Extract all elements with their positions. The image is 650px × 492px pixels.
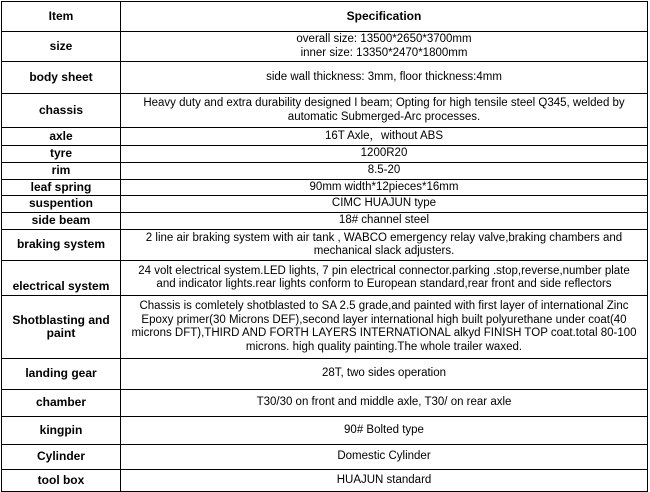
- item-cell: [2, 128, 121, 146]
- specification-line: 8.5-20: [367, 164, 401, 177]
- header-item: Item: [2, 2, 121, 32]
- table-row: [2, 445, 648, 470]
- specification-cell: [121, 128, 648, 146]
- item-cell: [2, 180, 121, 196]
- table-header-row: [2, 2, 648, 32]
- item-cell: [2, 32, 121, 62]
- specification-line: overall size: 13500*2650*3700mm: [296, 33, 472, 45]
- specification-cell: [121, 32, 648, 62]
- table-row: [2, 32, 648, 62]
- table-row: [2, 296, 648, 359]
- table-row: [2, 213, 648, 230]
- specification-table: [1, 1, 648, 492]
- item-label: chamber: [35, 395, 87, 410]
- item-cell: [2, 417, 121, 445]
- specification-cell: [121, 146, 648, 163]
- table-row: [2, 261, 648, 296]
- table-row: [2, 196, 648, 213]
- table-row: [2, 180, 648, 196]
- specification-line: mechanical slack adjusters.: [313, 245, 455, 257]
- specification-cell: [121, 359, 648, 390]
- specification-cell: [121, 296, 648, 359]
- specification-line: Heavy duty and extra durability designed I beam; Opting for high tensile steel Q345, welded by: [143, 97, 625, 109]
- item-label: kingpin: [39, 422, 83, 437]
- item-label: chassis: [38, 102, 84, 117]
- item-cell: [2, 213, 121, 230]
- table-row: [2, 417, 648, 445]
- item-cell: [2, 296, 121, 359]
- item-label: paint: [46, 326, 76, 340]
- item-cell: [2, 62, 121, 94]
- specification-cell: [121, 196, 648, 213]
- item-cell: [2, 445, 121, 470]
- table-row: [2, 470, 648, 492]
- specification-line: 18# channel steel: [338, 214, 430, 227]
- item-label: axle: [49, 128, 73, 143]
- specification-line: and indicator lights.rear lights conform to European standard,rear front and side reflectors: [156, 278, 612, 290]
- item-cell: [2, 163, 121, 180]
- specification-line: Chassis is comletely shotblasted to SA 2.5 grade,and painted with first layer of international Zinc: [139, 300, 629, 312]
- item-label: tool box: [37, 472, 85, 487]
- item-label: landing gear: [25, 366, 97, 381]
- item-label: side beam: [31, 213, 91, 228]
- table-row: [2, 230, 648, 261]
- item-cell: [2, 94, 121, 128]
- specification-line: Domestic Cylinder: [337, 450, 431, 463]
- header-specification: Specification: [121, 2, 648, 32]
- specification-line: microns DFT),THIRD AND FORTH LAYERS INTERNATIONAL alkyd FINISH TOP coat.total 80-100: [131, 327, 637, 339]
- item-cell: [2, 230, 121, 261]
- specification-cell: [121, 445, 648, 470]
- specification-line: T30/30 on front and middle axle, T30/ on rear axle: [256, 396, 512, 409]
- table-row: [2, 128, 648, 146]
- specification-cell: [121, 230, 648, 261]
- specification-line: 90# Bolted type: [344, 423, 424, 436]
- specification-line: CIMC HUAJUN type: [331, 197, 437, 210]
- specification-cell: [121, 470, 648, 492]
- specification-line: 2 line air braking system with air tank , WABCO emergency relay valve,braking chambers and: [145, 231, 623, 244]
- item-label: Cylinder: [36, 449, 85, 464]
- item-cell: [2, 146, 121, 163]
- specification-line: inner size: 13350*2470*1800mm: [300, 46, 468, 59]
- item-label: rim: [51, 163, 71, 178]
- specification-line: automatic Submerged-Arc processes.: [287, 110, 481, 123]
- specification-cell: [121, 390, 648, 417]
- table-row: [2, 163, 648, 180]
- item-label: suspention: [28, 196, 93, 211]
- table-row: [2, 62, 648, 94]
- specification-cell: [121, 62, 648, 94]
- item-cell: [2, 470, 121, 492]
- table-row: [2, 359, 648, 390]
- specification-line: 24 volt electrical system.LED lights, 7 pin electrical connector.parking .stop,reverse,number plate: [138, 264, 630, 277]
- specification-cell: [121, 94, 648, 128]
- table-row: [2, 390, 648, 417]
- item-cell: [2, 390, 121, 417]
- item-label: leaf spring: [30, 179, 92, 194]
- specification-line: 90mm width*12pieces*16mm: [309, 180, 459, 193]
- specification-line: HUAJUN standard: [336, 473, 432, 486]
- specification-cell: [121, 163, 648, 180]
- specification-line: Epoxy primer(30 Microns DEF),second layer international high built polyurethane under coat(40: [141, 313, 627, 326]
- item-label: size: [49, 38, 73, 53]
- item-label: braking system: [16, 237, 106, 252]
- item-label: body sheet: [29, 69, 93, 84]
- specification-cell: [121, 417, 648, 445]
- specification-line: 28T, two sides operation: [321, 367, 447, 380]
- table-row: [2, 94, 648, 128]
- specification-line: 1200R20: [360, 147, 408, 160]
- item-cell: [2, 196, 121, 213]
- specification-cell: [121, 180, 648, 196]
- item-label: electrical system: [12, 278, 110, 293]
- item-label: Shotblasting and: [12, 312, 110, 327]
- item-cell: [2, 359, 121, 390]
- specification-cell: [121, 261, 648, 296]
- specification-cell: [121, 213, 648, 230]
- table-row: [2, 146, 648, 163]
- item-cell: [2, 261, 121, 296]
- specification-line: side wall thickness: 3mm, floor thickness:4mm: [266, 70, 502, 83]
- item-label: tyre: [49, 146, 72, 161]
- specification-line: 16T Axle，without ABS: [324, 129, 444, 142]
- specification-line: microns. high quality painting.The whole trailer waxed.: [245, 340, 523, 353]
